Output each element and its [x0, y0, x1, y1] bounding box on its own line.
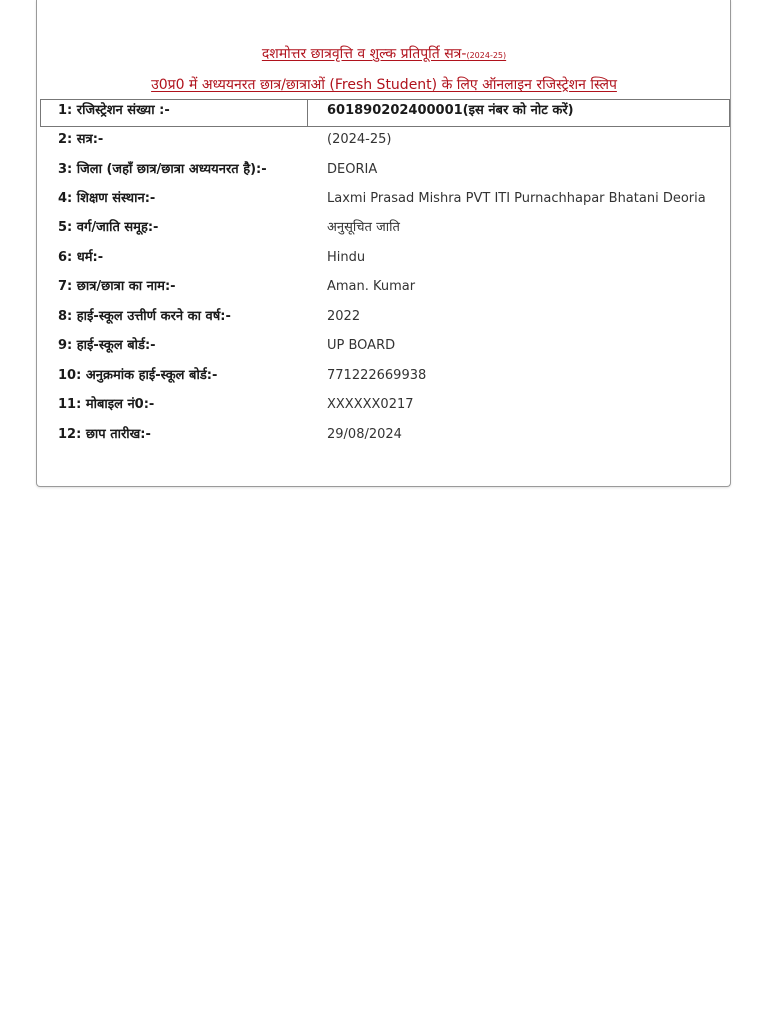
field-row-session	[0, 128, 768, 152]
field-row-roll-number	[0, 364, 768, 388]
field-label: 2: सत्र:-	[58, 132, 104, 147]
field-value: Laxmi Prasad Mishra PVT ITI Purnachhapar Bhatani Deoria	[327, 191, 706, 206]
field-row-religion	[0, 246, 768, 270]
field-value: 771222669938	[327, 368, 427, 383]
slip-title-session: (2024-25)	[466, 51, 507, 60]
field-value: (2024-25)	[327, 132, 392, 147]
slip-title	[0, 44, 768, 63]
field-value: अनुसूचित जाति	[327, 220, 400, 235]
field-label: 8: हाई-स्कूल उत्तीर्ण करने का वर्ष:-	[58, 309, 231, 324]
field-label: 1: रजिस्ट्रेशन संख्या :-	[58, 103, 170, 118]
field-row-category	[0, 216, 768, 240]
field-row-registration-number	[0, 99, 768, 123]
field-label: 6: धर्म:-	[58, 250, 104, 265]
field-value: 29/08/2024	[327, 427, 402, 442]
field-label: 4: शिक्षण संस्थान:-	[58, 191, 156, 206]
field-row-institution	[0, 187, 768, 211]
field-label: 3: जिला (जहाँ छात्र/छात्रा अध्ययनरत है):-	[58, 162, 267, 177]
slip-subtitle: उ0प्र0 में अध्ययनरत छात्र/छात्राओं (Fresh Student) के लिए ऑनलाइन रजिस्ट्रेशन स्लिप	[151, 77, 617, 93]
field-value: UP BOARD	[327, 338, 396, 353]
field-row-highschool-year	[0, 305, 768, 329]
field-row-mobile	[0, 393, 768, 417]
field-label: 11: मोबाइल नं0:-	[58, 397, 155, 412]
slip-title-text: दशमोत्तर छात्रवृत्ति व शुल्क प्रतिपूर्ति सत्र-	[261, 46, 467, 62]
field-value: Hindu	[327, 250, 366, 265]
field-row-print-date	[0, 423, 768, 447]
field-label: 10: अनुक्रमांक हाई-स्कूल बोर्ड:-	[58, 368, 218, 383]
field-value: 2022	[327, 309, 361, 324]
field-label: 5: वर्ग/जाति समूह:-	[58, 220, 159, 235]
field-row-student-name	[0, 275, 768, 299]
field-row-district	[0, 158, 768, 182]
field-value: DEORIA	[327, 162, 378, 177]
field-row-highschool-board	[0, 334, 768, 358]
field-label: 7: छात्र/छात्रा का नाम:-	[58, 279, 176, 294]
field-value: XXXXXX0217	[327, 397, 414, 412]
field-label: 9: हाई-स्कूल बोर्ड:-	[58, 338, 156, 353]
field-value: 601890202400001(इस नंबर को नोट करें)	[327, 103, 574, 118]
field-label: 12: छाप तारीख:-	[58, 427, 151, 442]
field-value: Aman. Kumar	[327, 279, 416, 294]
